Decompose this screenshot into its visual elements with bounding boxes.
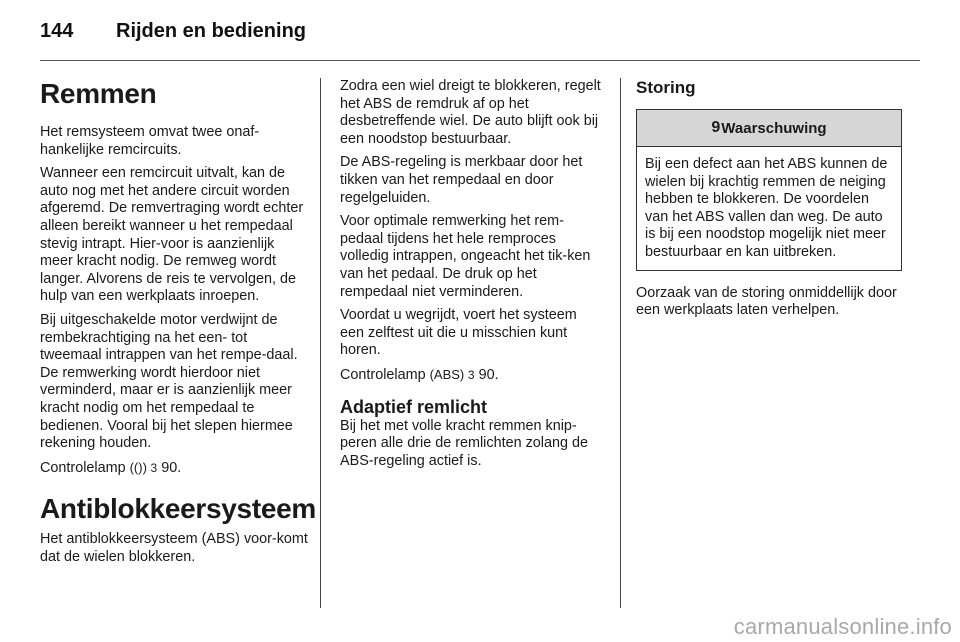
abs-warning-icon: (ABS) bbox=[429, 366, 468, 382]
paragraph: De ABS-regeling is merkbaar door het tikken van het rempedaal en door regelgeluiden. bbox=[340, 154, 583, 206]
warning-title: Waarschuwing bbox=[721, 119, 827, 137]
lamp-label: Controlelamp bbox=[40, 459, 126, 476]
section-heading-storing: Storing bbox=[636, 78, 696, 97]
watermark: carmanualsonline.info bbox=[733, 614, 952, 639]
paragraph: Zodra een wiel dreigt te blokkeren, regelt het ABS de remdruk af op het desbetreffende wiel. De auto blijft ook bij een noodstop bestuurbaar. bbox=[340, 78, 601, 147]
page-header bbox=[40, 20, 920, 56]
column-divider-2 bbox=[620, 78, 621, 608]
paragraph: Oorzaak van de storing onmiddellijk door een werkplaats laten verhelpen. bbox=[636, 284, 897, 319]
lamp-reference bbox=[340, 366, 604, 385]
warning-body bbox=[637, 147, 901, 270]
warning-triangle-icon: 9 bbox=[711, 119, 721, 136]
lamp-label: Controlelamp bbox=[340, 366, 426, 383]
paragraph: Het remsysteem omvat twee onaf-hankelijke remcircuits. bbox=[40, 124, 260, 158]
header-rule bbox=[40, 60, 920, 61]
paragraph: Bij het met volle kracht remmen knip-peren alle drie de remlichten zolang de ABS-regeling actief is. bbox=[340, 417, 588, 469]
lamp-reference bbox=[40, 459, 308, 478]
warning-header bbox=[637, 110, 901, 147]
page-number: 144 bbox=[40, 20, 74, 42]
column-2 bbox=[340, 78, 604, 476]
page-ref-number: 90. bbox=[478, 366, 499, 383]
paragraph: Bij uitgeschakelde motor verdwijnt de rembekrachtiging na het een- tot tweemaal intrappen van het rempe-daal. De remwerking wordt hierdoor niet verminderd, maar er is aanzienlijk meer kracht nodig om het rempedaal te bedienen. Vooral bij het slepen hiermee rekening houden. bbox=[40, 311, 298, 452]
page-ref-arrow-icon: 3 bbox=[467, 367, 475, 382]
page-ref-arrow-icon: 3 bbox=[150, 460, 158, 475]
column-divider-1 bbox=[320, 78, 321, 608]
column-1 bbox=[40, 78, 316, 572]
paragraph: Het antiblokkeersysteem (ABS) voor-komt dat de wielen blokkeren. bbox=[40, 531, 308, 565]
section-heading-adaptive: Adaptief remlicht bbox=[340, 396, 488, 417]
paragraph: Voor optimale remwerking het rem-pedaal tijdens het hele remproces volledig intrappen, ongeacht het tik-ken van het pedaal. De druk op het rempedaal niet verminderen. bbox=[340, 213, 591, 300]
running-title: Rijden en bediening bbox=[116, 20, 307, 42]
paragraph: Wanneer een remcircuit uitvalt, kan de auto nog met het andere circuit worden afgeremd. De remvertraging wordt echter alleen bereikt wanneer u het rempedaal stevig intrapt. Hier-voor is aanzienlijk meer kracht nodig. De remweg wordt langer. Alvorens de reis te vervolgen, de hulp van een werkplaats inroepen. bbox=[40, 165, 304, 305]
page-ref-number: 90. bbox=[161, 459, 182, 476]
column-3 bbox=[636, 78, 902, 326]
section-heading-abs: Antiblokkeersysteem bbox=[40, 493, 316, 525]
warning-text: Bij een defect aan het ABS kunnen de wielen bij krachtig remmen de neiging hebben te blokkeren. De voordelen van het ABS vallen dan weg. De auto is bij een noodstop mogelijk niet meer bestuurbaar en kan uitbreken. bbox=[645, 156, 888, 260]
section-heading-remmen: Remmen bbox=[40, 78, 157, 109]
paragraph: Voordat u wegrijdt, voert het systeem een zelftest uit die u misschien kunt horen. bbox=[340, 307, 577, 359]
brake-warning-icon: (()) bbox=[129, 459, 151, 475]
warning-box bbox=[636, 109, 902, 271]
